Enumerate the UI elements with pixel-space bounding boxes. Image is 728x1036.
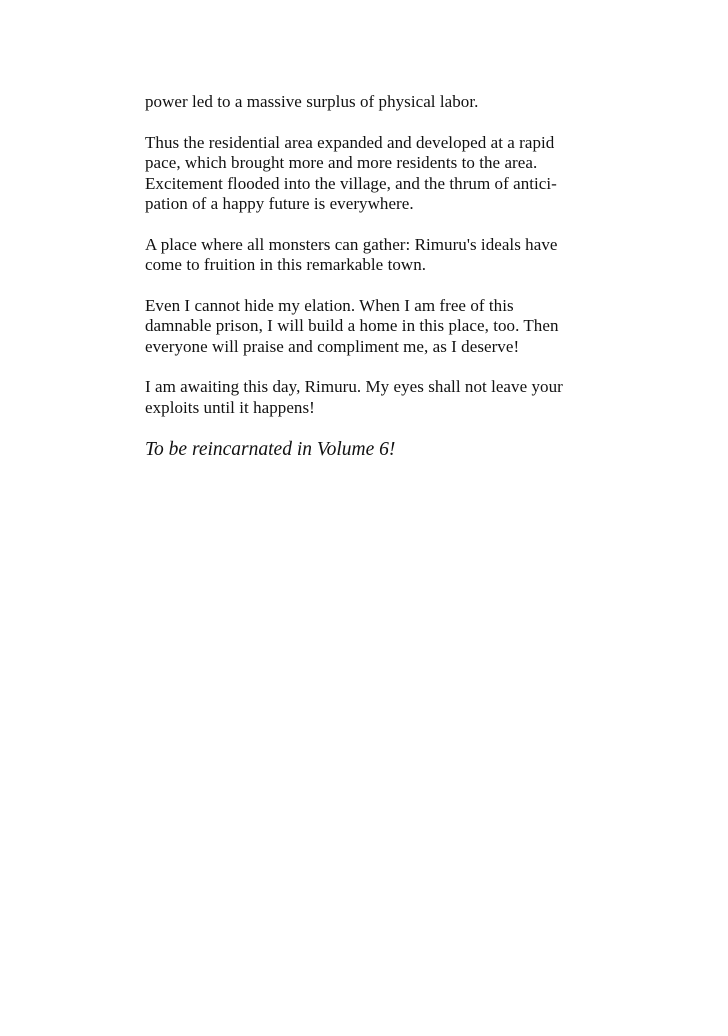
paragraph-4-line-1: Even I cannot hide my elation. When I am free of this bbox=[145, 295, 514, 315]
paragraph-2-line-3: Excitement flooded into the village, and the thrum of antici- bbox=[145, 173, 557, 193]
paragraph-2 bbox=[145, 133, 585, 215]
paragraph-1-line-1: power led to a massive surplus of physical labor. bbox=[145, 92, 479, 111]
paragraph-5 bbox=[145, 377, 585, 418]
body-text bbox=[145, 92, 585, 462]
paragraph-5-line-2: exploits until it happens! bbox=[145, 397, 315, 417]
paragraph-2-line-4: pation of a happy future is everywhere. bbox=[145, 194, 414, 213]
paragraph-5-line-1: I am awaiting this day, Rimuru. My eyes shall not leave your bbox=[145, 377, 563, 396]
paragraph-3 bbox=[145, 235, 585, 276]
closing-line: To be reincarnated in Volume 6! bbox=[145, 439, 396, 460]
paragraph-2-line-2: pace, which brought more and more residents to the area. bbox=[145, 153, 538, 172]
paragraph-3-line-2: come to fruition in this remarkable town. bbox=[145, 255, 427, 274]
paragraph-4 bbox=[145, 296, 585, 358]
paragraph-1 bbox=[145, 92, 585, 113]
paragraph-4-line-3: everyone will praise and compliment me, as I deserve! bbox=[145, 336, 520, 356]
paragraph-2-line-1: Thus the residential area expanded and developed at a rapid bbox=[145, 132, 555, 152]
paragraph-4-line-2: damnable prison, I will build a home in this place, too. Then bbox=[145, 316, 559, 335]
paragraph-3-line-1: A place where all monsters can gather: Rimuru's ideals have bbox=[145, 234, 558, 254]
